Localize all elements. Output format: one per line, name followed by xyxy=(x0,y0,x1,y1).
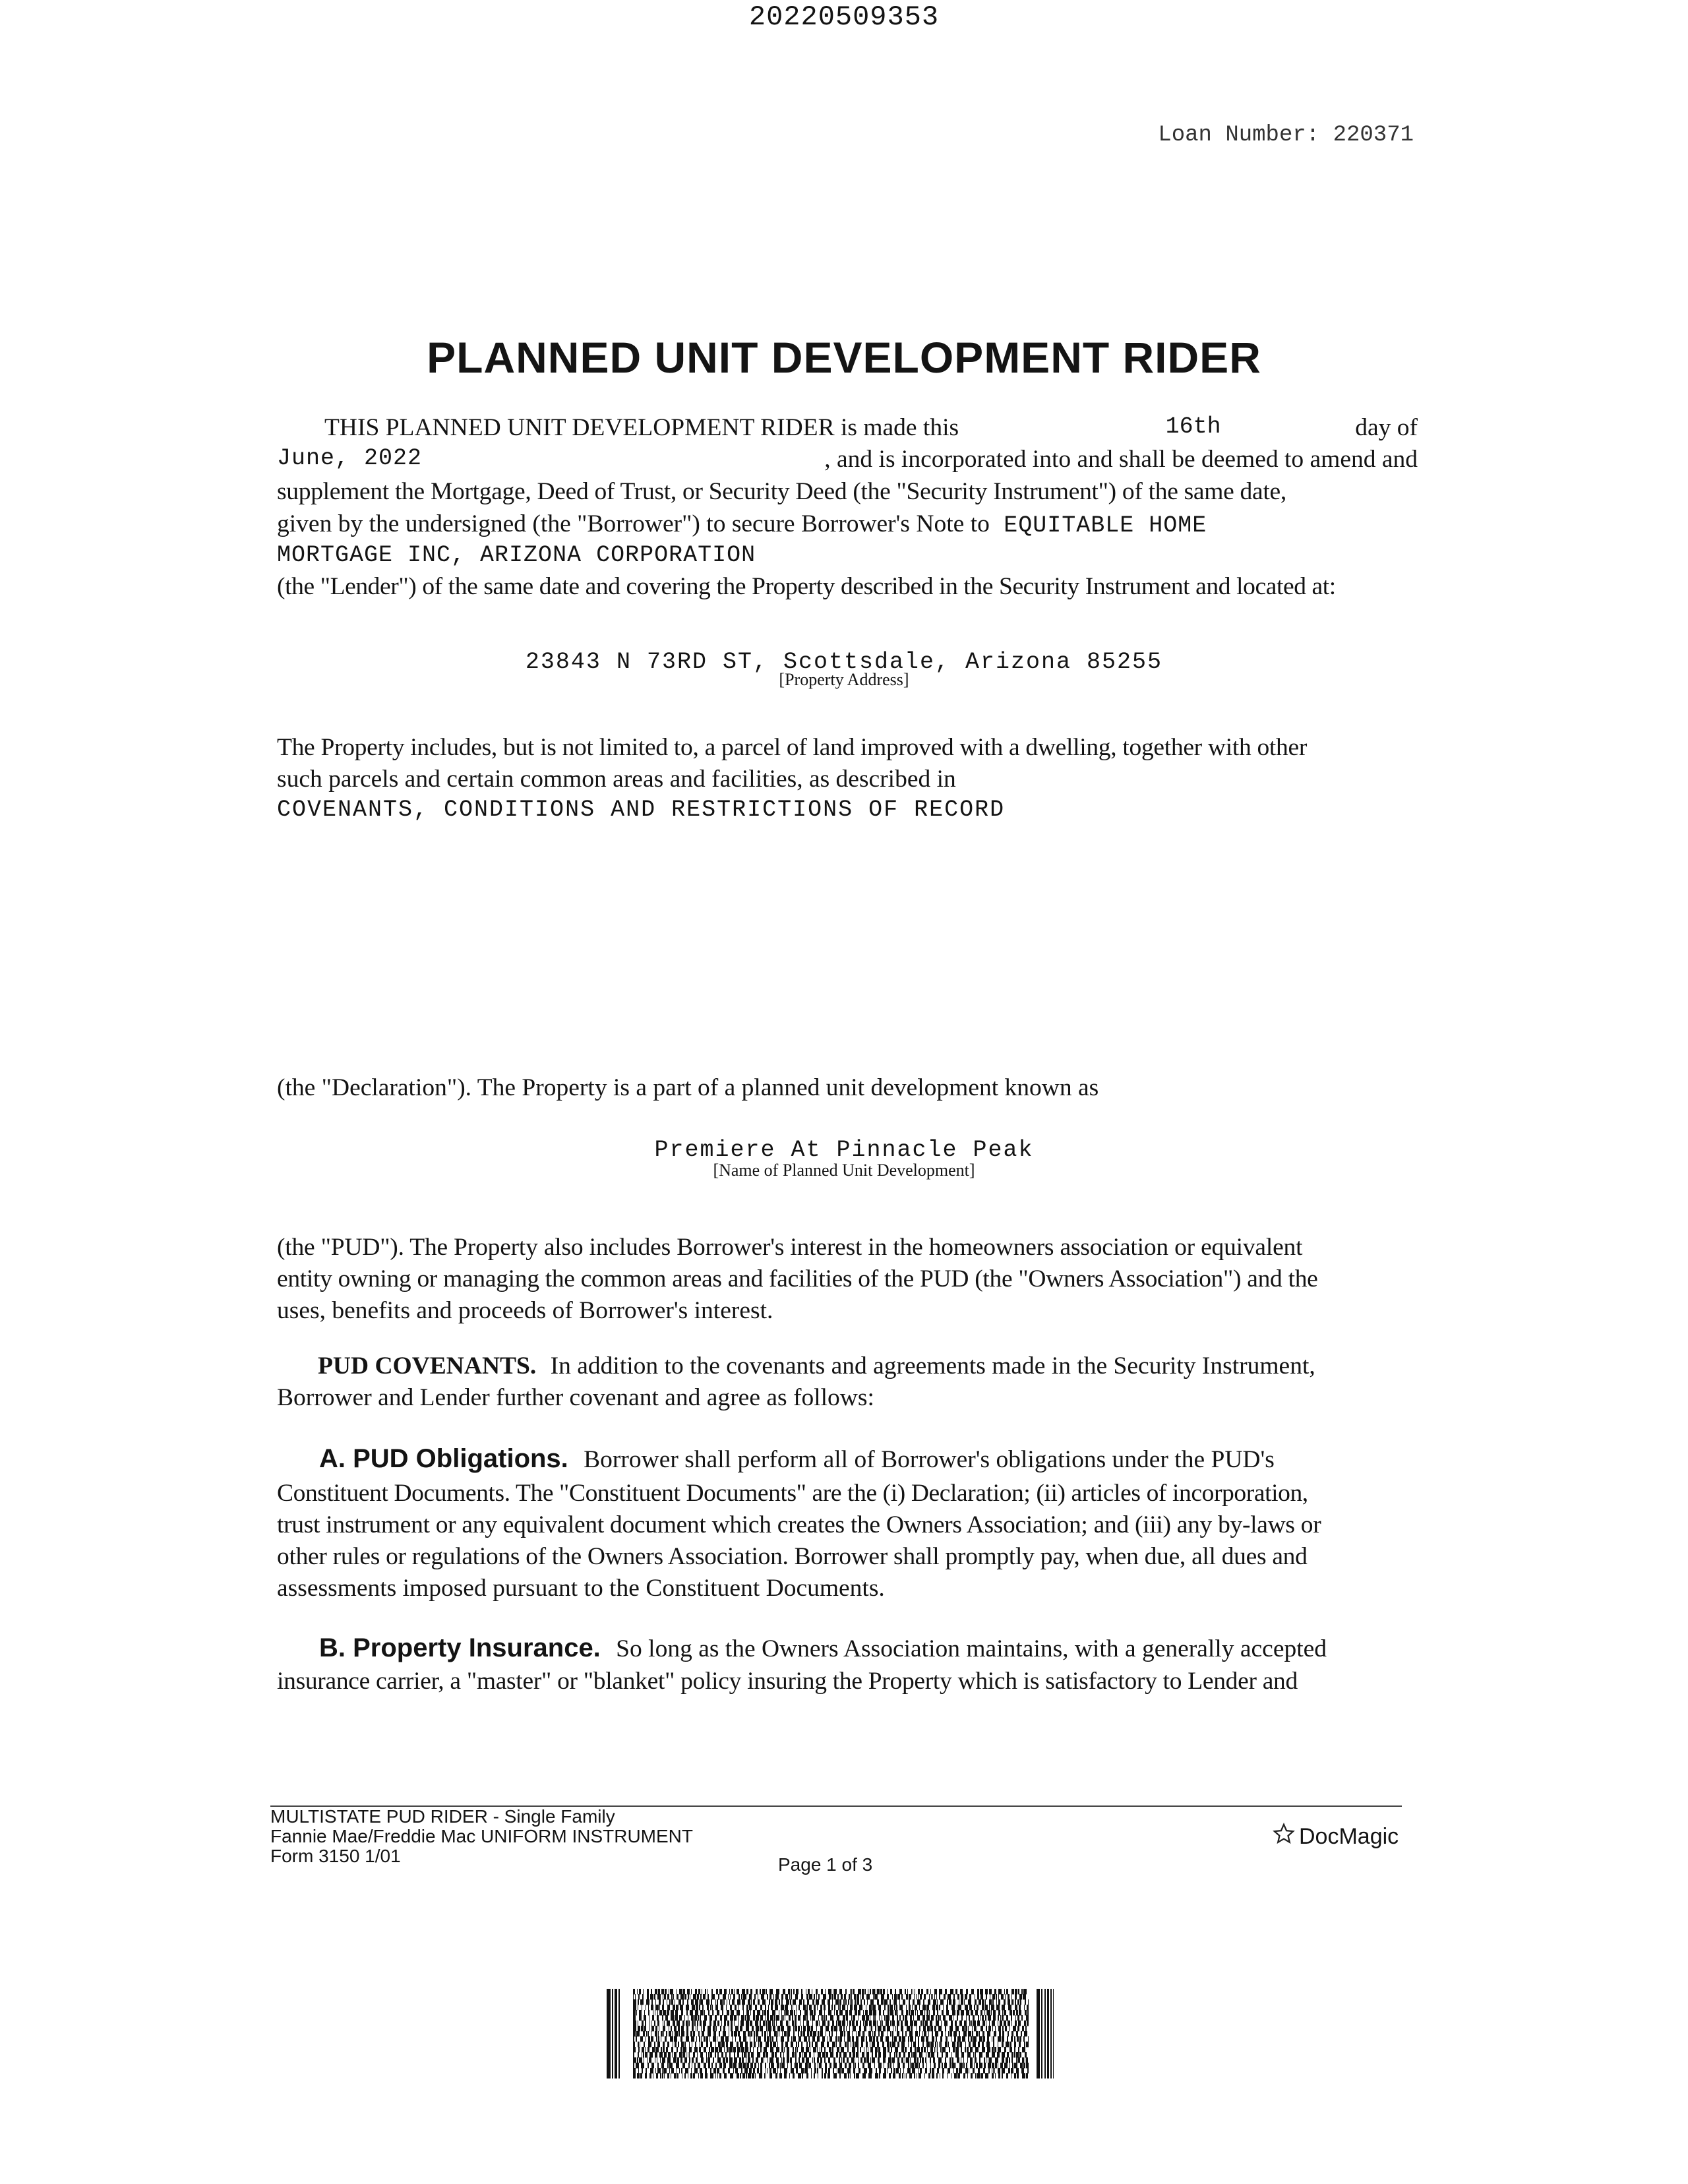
intro-line-3: supplement the Mortgage, Deed of Trust, or Security Deed (the "Security Instrument") of the same date, xyxy=(277,478,1286,505)
pud-name-block xyxy=(0,1137,1688,1180)
section-a-line-1 xyxy=(277,1444,1418,1474)
intro-text-1: THIS PLANNED UNIT DEVELOPMENT RIDER is made this xyxy=(324,414,959,441)
recording-number: 20220509353 xyxy=(748,1,940,33)
section-a-line-4: other rules or regulations of the Owners Association. Borrower shall promptly pay, when due, all dues and xyxy=(277,1543,1308,1570)
lender-name-part1: EQUITABLE HOME xyxy=(1004,512,1207,539)
intro-text-2: , and is incorporated into and shall be deemed to amend and xyxy=(824,446,1418,473)
section-a-heading: A. PUD Obligations. xyxy=(319,1444,568,1473)
barcode-image xyxy=(607,1989,1062,2078)
intro-line-6: (the "Lender") of the same date and covering the Property described in the Security Instrument and located at: xyxy=(277,573,1336,600)
property-address: 23843 N 73RD ST, Scottsdale, Arizona 85255 xyxy=(525,649,1163,675)
pud-para-line-3: uses, benefits and proceeds of Borrower's interest. xyxy=(277,1297,773,1324)
declaration-line: (the "Declaration"). The Property is a part of a planned unit development known as xyxy=(277,1074,1099,1101)
rider-date: June, 2022 xyxy=(277,445,423,471)
declaration-name: COVENANTS, CONDITIONS AND RESTRICTIONS OF RECORD xyxy=(277,797,1006,823)
property-address-caption: [Property Address] xyxy=(779,670,909,689)
form-identifier xyxy=(270,1807,693,1866)
covenants-text-1: In addition to the covenants and agreements made in the Security Instrument, xyxy=(550,1352,1315,1380)
covenants-heading: PUD COVENANTS. xyxy=(318,1352,537,1380)
section-a-line-2: Constituent Documents. The "Constituent Documents" are the (i) Declaration; (ii) articles of incorporation, xyxy=(277,1480,1308,1507)
property-desc-line-2: such parcels and certain common areas and facilities, as described in xyxy=(277,766,956,793)
section-a-text-1: Borrower shall perform all of Borrower's obligations under the PUD's xyxy=(584,1446,1275,1473)
section-a-line-3: trust instrument or any equivalent document which creates the Owners Association; and (iii) any by-laws or xyxy=(277,1511,1321,1538)
form-id-line-1: MULTISTATE PUD RIDER - Single Family xyxy=(270,1806,615,1827)
form-id-line-3: Form 3150 1/01 xyxy=(270,1846,401,1866)
lender-name-part2: MORTGAGE INC, ARIZONA CORPORATION xyxy=(277,542,756,568)
section-b-line-1 xyxy=(277,1633,1418,1663)
loan-number-value: 220371 xyxy=(1333,123,1414,148)
star-outline-icon xyxy=(1273,1823,1295,1851)
loan-number xyxy=(1158,123,1414,148)
pud-para-line-1: (the "PUD"). The Property also includes Borrower's interest in the homeowners association or equivalent xyxy=(277,1234,1303,1261)
property-address-block xyxy=(0,649,1688,690)
pud-name: Premiere At Pinnacle Peak xyxy=(654,1137,1034,1163)
covenants-line-2: Borrower and Lender further covenant and agree as follows: xyxy=(277,1384,874,1411)
intro-line-2 xyxy=(277,445,1418,473)
section-a-line-5: assessments imposed pursuant to the Constituent Documents. xyxy=(277,1575,885,1602)
section-b-text-1: So long as the Owners Association maintains, with a generally accepted xyxy=(616,1635,1327,1662)
intro-line-4 xyxy=(277,510,1418,539)
intro-line-1 xyxy=(277,413,1418,442)
covenants-line-1 xyxy=(277,1352,1418,1380)
form-id-line-2: Fannie Mae/Freddie Mac UNIFORM INSTRUMENT xyxy=(270,1826,694,1846)
intro-day-of: day of xyxy=(1355,414,1418,441)
pud-para-line-2: entity owning or managing the common areas and facilities of the PUD (the "Owners Association") and the xyxy=(277,1265,1318,1292)
rider-day: 16th xyxy=(1165,413,1221,440)
brand-name: DocMagic xyxy=(1299,1824,1399,1849)
page-number: Page 1 of 3 xyxy=(778,1854,873,1875)
section-b-line-2: insurance carrier, a "master" or "blanket" policy insuring the Property which is satisfactory to Lender and xyxy=(277,1668,1298,1695)
document-title: PLANNED UNIT DEVELOPMENT RIDER xyxy=(427,333,1261,382)
loan-number-label: Loan Number: xyxy=(1158,123,1320,148)
section-b-heading: B. Property Insurance. xyxy=(319,1633,601,1662)
property-desc-line-1: The Property includes, but is not limited to, a parcel of land improved with a dwelling, together with other xyxy=(277,734,1308,761)
brand-mark xyxy=(1273,1823,1399,1851)
pud-name-caption: [Name of Planned Unit Development] xyxy=(713,1161,975,1180)
intro-text-4: given by the undersigned (the "Borrower") to secure Borrower's Note to xyxy=(277,510,990,537)
